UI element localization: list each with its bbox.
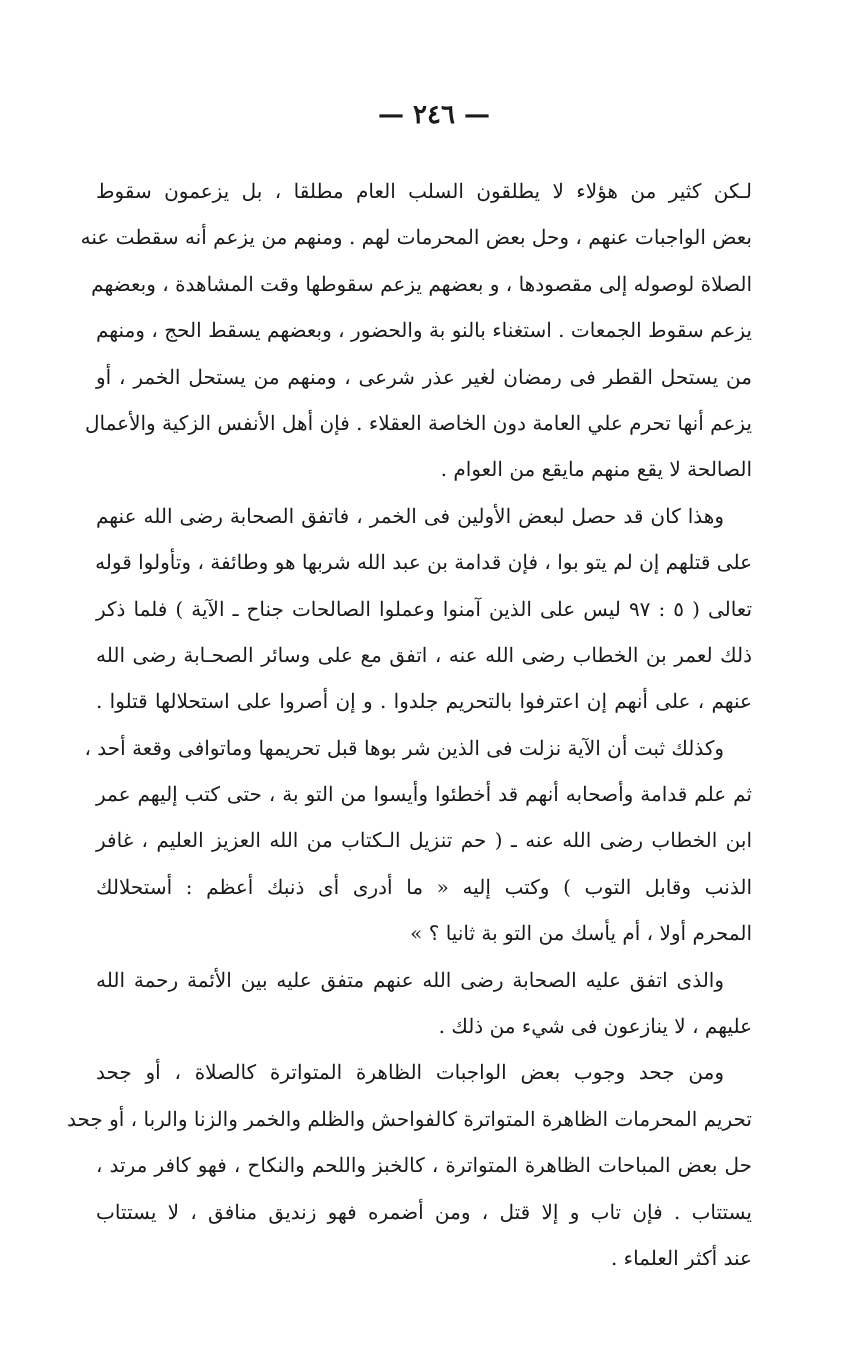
- text-line: ومن جحد وجوب بعض الواجبات الظاهرة المتواترة كالصلاة ، أو جحد: [96, 1060, 724, 1085]
- text-line: يزعم سقوط الجمعات . استغناء بالنو بة والحضور ، وبعضهم يسقط الحج ، ومنهم: [96, 318, 752, 343]
- body-text: [66, 168, 753, 1281]
- text-line: تحريم المحرمات الظاهرة المتواترة كالفواحش والظلم والخمر والزنا والربا ، أو جحد: [66, 1106, 752, 1131]
- text-line: ذلك لعمر بن الخطاب رضى الله عنه ، اتفق مع على وسائر الصحـابة رضى الله: [96, 642, 752, 667]
- text-line: عند أكثر العلماء .: [610, 1245, 752, 1270]
- text-line: وكذلك ثبت أن الآية نزلت فى الذين شر بوها قبل تحريمها وماتوافى وقعة أحد ،: [84, 735, 724, 760]
- text-line: المحرم أولا ، أم يأسك من التو بة ثانيا ؟ »: [410, 921, 752, 946]
- text-line: الصالحة لا يقع منهم مايقع من العوام .: [440, 457, 752, 482]
- text-line: والذى اتفق عليه الصحابة رضى الله عنهم متفق عليه بين الأئمة رحمة الله: [96, 967, 724, 992]
- text-line: الصلاة لوصوله إلى مقصودها ، و بعضهم يزعم سقوطها وقت المشاهدة ، وبعضهم: [91, 271, 752, 296]
- text-line: تعالى ( ٥ : ٩٧ ليس على الذين آمنوا وعملوا الصالحات جناح ـ الآية ) فلما ذكر: [96, 596, 753, 621]
- text-line: يزعم أنها تحرم علي العامة دون الخاصة العقلاء . فإن أهل الأنفس الزكية والأعمال: [84, 410, 752, 435]
- text-line: عنهم ، على أنهم إن اعترفوا بالتحريم جلدوا . و إن أصروا على استحلالها قتلوا .: [96, 689, 752, 714]
- text-line: على قتلهم إن لم يتو بوا ، فإن قدامة بن عبد الله شربها هو وطائفة ، وتأولوا قوله: [95, 550, 752, 575]
- text-line: من يستحل القطر فى رمضان لغير عذر شرعى ، ومنهم من يستحل الخمر ، أو: [96, 364, 752, 389]
- text-line: يستتاب . فإن تاب و إلا قتل ، ومن أضمره فهو زنديق منافق ، لا يستتاب: [96, 1199, 752, 1224]
- text-line: عليهم ، لا ينازعون فى شيء من ذلك .: [438, 1014, 752, 1039]
- text-line: ابن الخطاب رضى الله عنه ـ ( حم تنزيل الـكتاب من الله العزيز العليم ، غافر: [96, 828, 752, 853]
- text-line: ثم علم قدامة وأصحابه أنهم قد أخطئوا وأيسوا من التو بة ، حتى كتب إليهم عمر: [96, 782, 752, 807]
- text-line: بعض الواجبات عنهم ، وحل بعض المحرمات لهم . ومنهم من يزعم أنه سقطت عنه: [80, 225, 752, 250]
- page-number: — ٢٤٦ —: [377, 100, 491, 130]
- text-line: الذنب وقابل التوب ) وكتب إليه « ما أدرى أى ذنبك أعظم : أستحلالك: [96, 874, 752, 899]
- text-line: لـكن كثير من هؤلاء لا يطلقون السلب العام مطلقا ، بل يزعمون سقوط: [96, 179, 752, 203]
- text-line: وهذا كان قد حصل لبعض الأولين فى الخمر ، فاتفق الصحابة رضى الله عنهم: [96, 503, 724, 528]
- text-line: حل بعض المباحات الظاهرة المتواترة ، كالخبز واللحم والنكاح ، فهو كافر مرتد ،: [96, 1153, 752, 1178]
